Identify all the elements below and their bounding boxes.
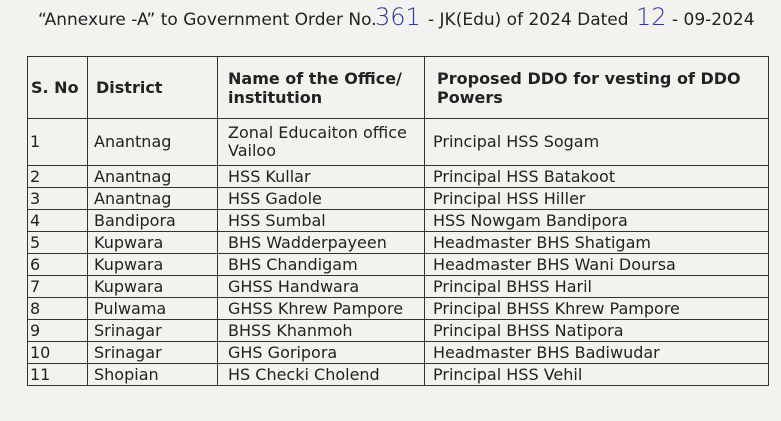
cell-office: BHS Wadderpayeen bbox=[218, 232, 425, 254]
cell-sno: 1 bbox=[28, 119, 88, 166]
table-row bbox=[28, 342, 769, 364]
cell-office: GHSS Khrew Pampore bbox=[218, 298, 425, 320]
cell-district: Anantnag bbox=[88, 188, 218, 210]
table-row bbox=[28, 166, 769, 188]
table-row bbox=[28, 298, 769, 320]
cell-sno: 3 bbox=[28, 188, 88, 210]
cell-ddo: Principal BHSS Khrew Pampore bbox=[425, 298, 769, 320]
cell-ddo: Principal HSS Sogam bbox=[425, 119, 769, 166]
annexure-table bbox=[27, 56, 769, 386]
cell-ddo: Headmaster BHS Wani Doursa bbox=[425, 254, 769, 276]
order-number-handwritten: 361 bbox=[375, 3, 421, 31]
cell-ddo: Headmaster BHS Badiwudar bbox=[425, 342, 769, 364]
cell-office: BHS Chandigam bbox=[218, 254, 425, 276]
cell-district: Kupwara bbox=[88, 254, 218, 276]
date-day-handwritten: 12 bbox=[636, 3, 667, 31]
column-header-office-text: Name of the Office/ institution bbox=[228, 68, 402, 107]
cell-sno: 2 bbox=[28, 166, 88, 188]
cell-district: Anantnag bbox=[88, 119, 218, 166]
column-header-district: District bbox=[88, 57, 218, 119]
cell-ddo: Headmaster BHS Shatigam bbox=[425, 232, 769, 254]
cell-ddo: Principal HSS Hiller bbox=[425, 188, 769, 210]
cell-ddo: Principal BHSS Natipora bbox=[425, 320, 769, 342]
cell-sno: 10 bbox=[28, 342, 88, 364]
cell-sno: 11 bbox=[28, 364, 88, 386]
cell-office: HS Checki Cholend bbox=[218, 364, 425, 386]
table-row bbox=[28, 188, 769, 210]
column-header-ddo-text: Proposed DDO for vesting of DDO Powers bbox=[437, 68, 741, 107]
table-row bbox=[28, 276, 769, 298]
cell-district: Srinagar bbox=[88, 342, 218, 364]
header-suffix: - 09-2024 bbox=[672, 10, 755, 30]
cell-office: HSS Gadole bbox=[218, 188, 425, 210]
cell-district: Kupwara bbox=[88, 276, 218, 298]
cell-ddo: Principal BHSS Haril bbox=[425, 276, 769, 298]
cell-district: Pulwama bbox=[88, 298, 218, 320]
header-middle: - JK(Edu) of 2024 Dated bbox=[428, 10, 629, 30]
table-row bbox=[28, 364, 769, 386]
header-prefix: “Annexure -A” to Government Order No. bbox=[38, 10, 377, 30]
cell-district: Srinagar bbox=[88, 320, 218, 342]
cell-office: Zonal Educaiton office Vailoo bbox=[218, 119, 425, 166]
cell-office: BHSS Khanmoh bbox=[218, 320, 425, 342]
cell-sno: 4 bbox=[28, 210, 88, 232]
cell-office: GHS Goripora bbox=[218, 342, 425, 364]
cell-district: Kupwara bbox=[88, 232, 218, 254]
table-row bbox=[28, 210, 769, 232]
column-header-sno: S. No bbox=[28, 57, 88, 119]
cell-sno: 5 bbox=[28, 232, 88, 254]
cell-office: HSS Sumbal bbox=[218, 210, 425, 232]
table-row bbox=[28, 119, 769, 166]
column-header-office bbox=[218, 57, 425, 119]
column-header-ddo bbox=[425, 57, 769, 119]
cell-sno: 9 bbox=[28, 320, 88, 342]
cell-office: HSS Kullar bbox=[218, 166, 425, 188]
cell-office: GHSS Handwara bbox=[218, 276, 425, 298]
cell-sno: 8 bbox=[28, 298, 88, 320]
cell-district: Bandipora bbox=[88, 210, 218, 232]
cell-sno: 6 bbox=[28, 254, 88, 276]
table-header-row bbox=[28, 57, 769, 119]
table-row bbox=[28, 320, 769, 342]
cell-ddo: Principal HSS Batakoot bbox=[425, 166, 769, 188]
cell-district: Shopian bbox=[88, 364, 218, 386]
cell-district: Anantnag bbox=[88, 166, 218, 188]
table-row bbox=[28, 254, 769, 276]
cell-ddo: HSS Nowgam Bandipora bbox=[425, 210, 769, 232]
cell-sno: 7 bbox=[28, 276, 88, 298]
table-row bbox=[28, 232, 769, 254]
document-header bbox=[0, 0, 781, 48]
cell-ddo: Principal HSS Vehil bbox=[425, 364, 769, 386]
